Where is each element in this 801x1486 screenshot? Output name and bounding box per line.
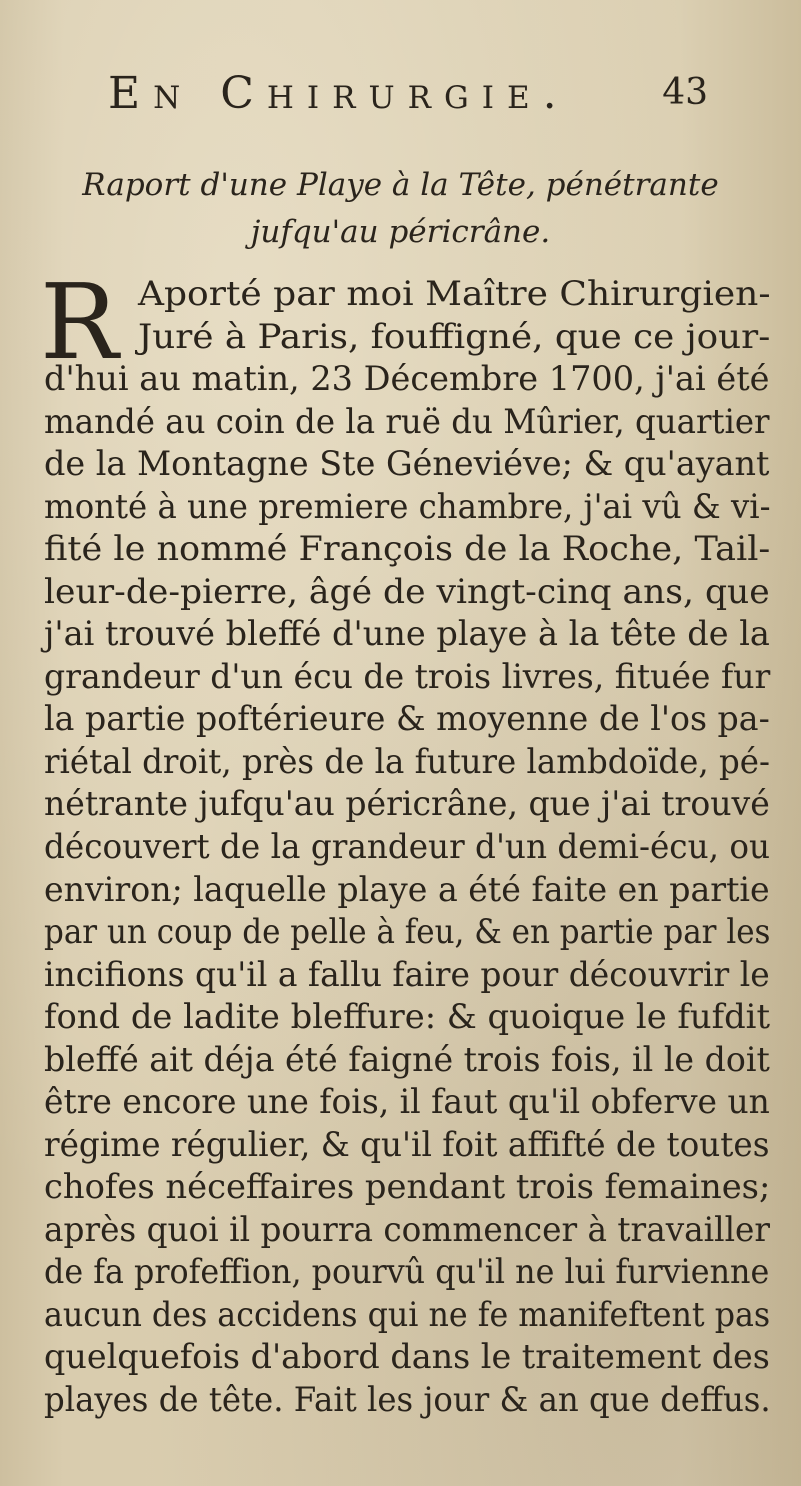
- text-line: mandé au coin de la ruë du Mûrier, quartier: [44, 402, 770, 442]
- section-title-line-1: Raport d'une Playe à la Tête, pénétrante: [82, 167, 719, 203]
- text-line: la partie poftérieure & moyenne de l'os pa-: [44, 699, 770, 739]
- text-line: fond de ladite bleffure: & quoique le fufdit: [44, 997, 771, 1037]
- text-line: grandeur d'un écu de trois livres, fituée fur: [44, 657, 771, 697]
- text-line: de fa profeffion, pourvû qu'il ne lui furvienne: [44, 1252, 770, 1292]
- text-line: j'ai trouvé bleffé d'une playe à la tête de la: [44, 614, 770, 654]
- running-title: En Chirurgie.: [108, 68, 570, 119]
- text-line: par un coup de pelle à feu, & en partie par les: [44, 912, 771, 952]
- text-line: chofes néceffaires pendant trois femaines;: [44, 1167, 771, 1207]
- text-line: découvert de la grandeur d'un demi-écu, ou: [44, 827, 771, 867]
- section-title-line-2: jufqu'au péricrâne.: [250, 214, 551, 250]
- text-line: playes de tête. Fait les jour & an que deffus.: [44, 1380, 771, 1420]
- drop-cap: R: [40, 261, 119, 383]
- text-line: régime régulier, & qu'il foit affifté de toutes: [44, 1125, 770, 1165]
- page-number: 43: [662, 72, 708, 113]
- text-line: monté à une premiere chambre, j'ai vû & vi-: [44, 487, 771, 527]
- text-line: environ; laquelle playe a été faite en partie: [44, 870, 770, 910]
- text-line: Juré à Paris, fouffigné, que ce jour-: [138, 317, 771, 357]
- text-line: aucun des accidens qui ne fe manifeftent pas: [44, 1295, 771, 1335]
- text-line: être encore une fois, il faut qu'il obferve un: [44, 1082, 770, 1122]
- text-line: quelquefois d'abord dans le traitement des: [44, 1337, 770, 1377]
- text-line: de la Montagne Ste Géneviéve; & qu'ayant: [44, 444, 770, 484]
- text-line: riétal droit, près de la future lambdoïde, pé-: [44, 742, 770, 782]
- text-line: leur-de-pierre, âgé de vingt-cinq ans, que: [44, 572, 770, 612]
- text-line: d'hui au matin, 23 Décembre 1700, j'ai été: [44, 359, 770, 399]
- page-header: [108, 68, 708, 128]
- text-line: incifions qu'il a fallu faire pour découvrir le: [44, 955, 770, 995]
- text-line: bleffé ait déja été faigné trois fois, il le doit: [44, 1040, 770, 1080]
- text-line: fité le nommé François de la Roche, Tail-: [44, 529, 771, 569]
- text-line: après quoi il pourra commencer à travailler: [44, 1210, 771, 1250]
- text-line: nétrante jufqu'au péricrâne, que j'ai trouvé: [44, 784, 770, 824]
- text-line: Aporté par moi Maître Chirurgien-: [138, 274, 771, 314]
